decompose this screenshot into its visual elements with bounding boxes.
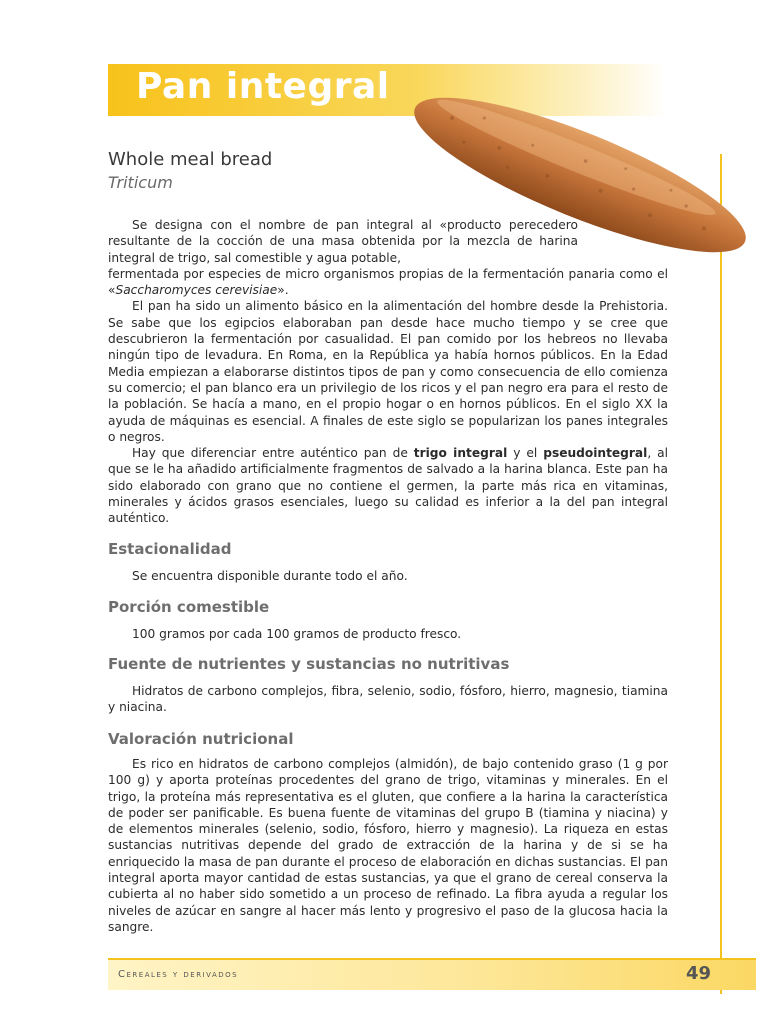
intro-text	[108, 217, 668, 527]
term-pseudointegral: pseudointegral	[543, 446, 648, 461]
page-title: Pan integral	[136, 66, 390, 107]
nutrientes-paragraph: Hidratos de carbono complejos, fibra, selenio, sodio, fósforo, hierro, magnesio, tiamina y niacina.	[108, 684, 668, 715]
intro-p1-text: fermentada por especies de micro organismos propias de la fermentación panaria como el «	[108, 266, 668, 298]
heading-porcion: Porción comestible	[108, 598, 270, 616]
text-estacionalidad	[108, 568, 668, 584]
footer-section-label: Cereales y derivados	[118, 969, 239, 980]
english-name: Whole meal bread	[108, 149, 273, 170]
latin-name: Triticum	[108, 173, 173, 192]
intro-paragraph-1-start: Se designa con el nombre de pan integral al «producto perecedero resultante de la cocción de una masa obtenida por la mezcla de harina integral de trigo, sal comestible y agua potable,	[108, 218, 578, 265]
text-valoracion	[108, 756, 668, 935]
estacionalidad-paragraph: Se encuentra disponible durante todo el año.	[132, 569, 408, 583]
text-nutrientes	[108, 683, 668, 716]
intro-paragraph-3	[108, 445, 668, 526]
footer-rule	[108, 958, 756, 960]
p3-text-b: y el	[507, 446, 544, 461]
heading-valoracion: Valoración nutricional	[108, 730, 294, 748]
page-number: 49	[686, 963, 712, 984]
intro-paragraph-1-end	[108, 266, 668, 299]
porcion-paragraph: 100 gramos por cada 100 gramos de producto fresco.	[132, 627, 462, 641]
intro-p1-close: ».	[277, 283, 289, 298]
term-trigo-integral: trigo integral	[413, 446, 508, 461]
p3-text-a: Hay que diferenciar entre auténtico pan de	[132, 446, 414, 461]
heading-nutrientes: Fuente de nutrientes y sustancias no nutritivas	[108, 655, 510, 673]
text-porcion	[108, 626, 668, 642]
species-name: Saccharomyces cerevisiae	[115, 283, 278, 298]
intro-paragraph-2: El pan ha sido un alimento básico en la alimentación del hombre desde la Prehistoria. Se sabe que los egipcios elaboraban pan desde hace mucho tiempo y se cree que descubrieron la fermentación por casualidad. El pan comido por los hebreos no llevaba ningún tipo de levadura. En Roma, en la República ya había hornos públicos. En la Edad Media empiezan a elaborarse distintos tipos de pan y como consecuencia de ello comienza su comercio; el pan blanco era un privilegio de los ricos y el pan negro era para el resto de la población. Se hacía a mano, en el propio hogar o en hornos públicos. En el siglo XX la ayuda de máquinas es esencial. A finales de este siglo se popularizan los panes integrales o negros.	[108, 299, 668, 444]
p3-text-c: , al que se le ha añadido artificialmente fragmentos de salvado a la harina blanca. Este pan ha sido elaborado con grano que no contiene el germen, la parte más rica en vitaminas, minerales y ácidos grasos esenciales, luego su calidad es inferior a la del pan integral auténtico.	[108, 446, 668, 526]
valoracion-paragraph: Es rico en hidratos de carbono complejos (almidón), de bajo contenido graso (1 g por 100 g) y aporta proteínas procedentes del grano de trigo, vitaminas y minerales. En el trigo, la proteína más representativa es el gluten, que confiere a la harina la característica de poder ser panificable. Es buena fuente de vitaminas del grupo B (tiamina y niacina) y de elementos minerales (selenio, sodio, fósforo, hierro y magnesio). La riqueza en estas sustancias nutritivas depende del grado de extracción de la harina y de si se ha enriquecido la masa de pan durante el proceso de elaboración en dichas sustancias. El pan integral aporta mayor cantidad de estas sustancias, ya que el grano de cereal conserva la cubierta al no haber sido sometido a un proceso de refinado. La fibra ayuda a regular los niveles de azúcar en sangre al hacer más lento y progresivo el paso de la glucosa hacia la sangre.	[108, 757, 668, 934]
heading-estacionalidad: Estacionalidad	[108, 540, 232, 558]
